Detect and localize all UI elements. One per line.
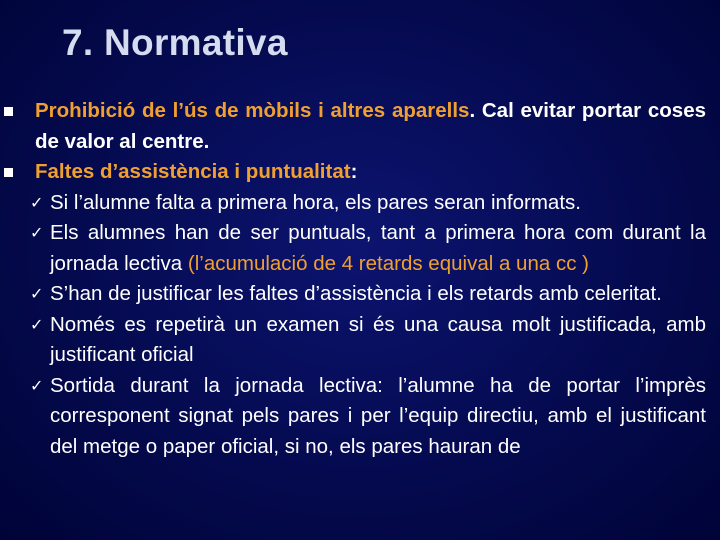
check-text: Si l’alumne falta a primera hora, els pares seran informats. <box>50 190 581 214</box>
checkmark-icon: ✓ <box>30 314 44 334</box>
checkmark-icon: ✓ <box>30 192 44 212</box>
bullet-text: . Cal evitar portar coses de valor al centre. <box>35 99 706 153</box>
check-item-punctuality <box>0 218 720 279</box>
checkmark-icon: ✓ <box>30 375 44 395</box>
checkmark-icon: ✓ <box>30 223 44 242</box>
bullet-heading: Faltes d’assistència i puntualitat <box>35 160 351 183</box>
check-item-justification <box>0 279 720 310</box>
check-item-parents-informed <box>0 188 720 219</box>
check-text: Només es repetirà un examen si és una causa molt justificada, amb justificant oficial <box>50 312 706 366</box>
bullet-heading: Prohibició de l’ús de mòbils i altres aparells <box>35 99 470 122</box>
check-text: Sortida durant la jornada lectiva: l’alumne ha de portar l’imprès corresponent signat pels pares i per l’equip directiu, amb el justificant del metge o paper oficial, si no, els pares hauran de <box>50 373 706 458</box>
bullet-text: : <box>350 160 358 183</box>
check-item-exam-repeat <box>0 310 720 371</box>
square-bullet-icon <box>4 107 13 116</box>
check-item-leaving-school <box>0 371 720 463</box>
square-bullet-icon <box>4 168 13 177</box>
check-text: S’han de justificar les faltes d’assistència i els retards amb celeritat. <box>50 282 662 305</box>
check-highlight: (l’acumulació de 4 retards equival a una cc ) <box>187 251 589 275</box>
bullet-item-mobile-policy <box>0 96 720 157</box>
page-title: 7. Normativa <box>62 22 288 63</box>
checkmark-icon: ✓ <box>30 284 44 303</box>
bullet-item-attendance <box>0 157 720 188</box>
slide-content <box>0 96 720 462</box>
check-text: Els alumnes han de ser puntuals, tant a primera hora com durant la jornada lectiva <box>50 221 706 275</box>
